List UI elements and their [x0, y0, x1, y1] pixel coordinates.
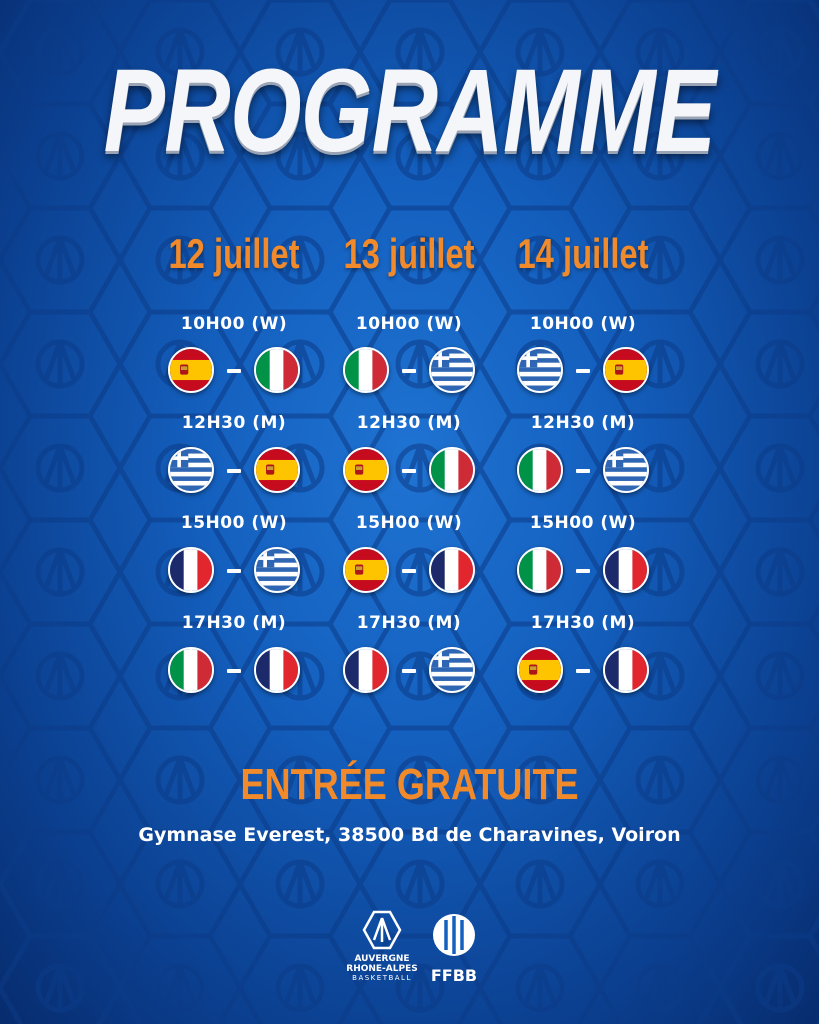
day-label: 13 juillet: [343, 230, 475, 277]
greece-flag-icon: [254, 547, 300, 593]
auvergne-rhone-alpes-basketball-logo: [346, 910, 418, 982]
france-flag-icon: [603, 547, 649, 593]
versus-dash: [402, 369, 416, 373]
match-time: 12H30 (M): [181, 413, 287, 433]
match-time: 15H00 (W): [180, 513, 288, 533]
match-time: 17H30 (M): [530, 613, 636, 633]
greece-flag-icon: [429, 347, 475, 393]
spain-flag-icon: [603, 347, 649, 393]
versus-dash: [402, 469, 416, 473]
versus-dash: [576, 569, 590, 573]
italy-flag-icon: [254, 347, 300, 393]
spain-flag-icon: [254, 447, 300, 493]
versus-dash: [576, 669, 590, 673]
spain-flag-icon: [168, 347, 214, 393]
ara-logo-line1: AUVERGNE: [354, 954, 410, 964]
match-time: 15H00 (W): [529, 513, 637, 533]
ara-emblem-icon: [362, 910, 402, 950]
versus-dash: [576, 469, 590, 473]
versus-dash: [402, 569, 416, 573]
match-time: 10H00 (W): [180, 314, 288, 334]
ara-logo-line2: RHONE-ALPES: [346, 964, 418, 974]
italy-flag-icon: [517, 547, 563, 593]
france-flag-icon: [603, 647, 649, 693]
france-flag-icon: [429, 547, 475, 593]
versus-dash: [227, 669, 241, 673]
italy-flag-icon: [429, 447, 475, 493]
italy-flag-icon: [168, 647, 214, 693]
versus-dash: [576, 369, 590, 373]
match-time: 17H30 (M): [356, 613, 462, 633]
france-flag-icon: [254, 647, 300, 693]
versus-dash: [227, 569, 241, 573]
ffbb-ball-icon: [431, 912, 477, 958]
spain-flag-icon: [343, 447, 389, 493]
italy-flag-icon: [343, 347, 389, 393]
france-flag-icon: [168, 547, 214, 593]
versus-dash: [227, 469, 241, 473]
day-label: 12 juillet: [168, 230, 300, 277]
greece-flag-icon: [429, 647, 475, 693]
greece-flag-icon: [168, 447, 214, 493]
italy-flag-icon: [517, 447, 563, 493]
greece-flag-icon: [517, 347, 563, 393]
versus-dash: [227, 369, 241, 373]
match-time: 10H00 (W): [355, 314, 463, 334]
day-label: 14 juillet: [517, 230, 649, 277]
greece-flag-icon: [603, 447, 649, 493]
page-title: PROGRAMME: [103, 45, 716, 177]
ffbb-logo: [428, 912, 480, 985]
venue-address: Gymnase Everest, 38500 Bd de Charavines, Voiron: [138, 824, 681, 846]
france-flag-icon: [343, 647, 389, 693]
match-time: 10H00 (W): [529, 314, 637, 334]
ara-logo-line3: BASKETBALL: [352, 974, 412, 982]
match-time: 17H30 (M): [181, 613, 287, 633]
free-entry-heading: ENTRÉE GRATUITE: [240, 760, 579, 809]
ffbb-label: FFBB: [430, 966, 478, 985]
spain-flag-icon: [343, 547, 389, 593]
match-time: 12H30 (M): [530, 413, 636, 433]
match-time: 15H00 (W): [355, 513, 463, 533]
spain-flag-icon: [517, 647, 563, 693]
versus-dash: [402, 669, 416, 673]
match-time: 12H30 (M): [356, 413, 462, 433]
